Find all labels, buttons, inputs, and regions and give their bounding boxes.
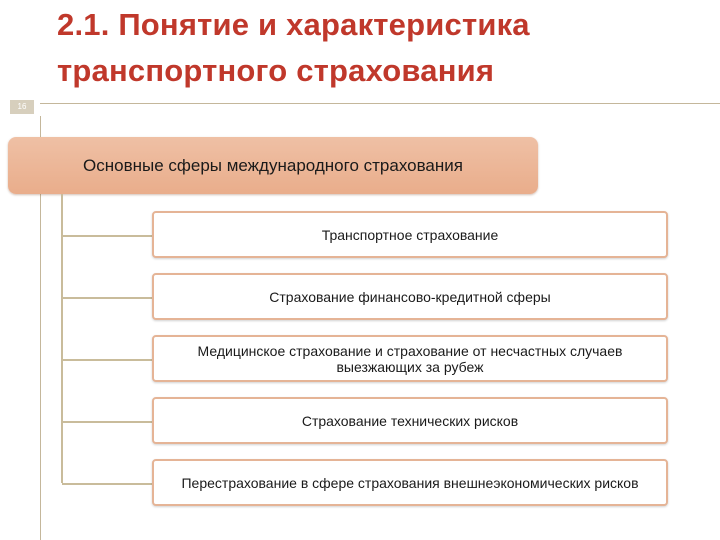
diagram-connector [62,235,153,237]
diagram-connector [62,297,153,299]
diagram-child-label: Страхование финансово-кредитной сферы [269,288,551,305]
diagram-root-label: Основные сферы международного страхования [83,155,463,175]
diagram-connector [62,359,153,361]
diagram-child-box [152,211,668,258]
diagram-trunk-line [61,194,63,483]
diagram-child-box [152,273,668,320]
slide-title [57,2,697,94]
diagram-child-label: Перестрахование в сфере страхования внешнеэкономических рисков [181,474,639,491]
diagram-child-box [152,459,668,506]
diagram-child-label: Транспортное страхование [321,226,499,243]
diagram-child-box [152,335,668,382]
diagram-child-box [152,397,668,444]
title-divider [40,103,720,104]
diagram-child-label: Страхование технических рисков [301,412,519,429]
diagram-connector [62,421,153,423]
diagram-root-box [8,137,538,194]
diagram-child-label: Медицинское страхование и страхование от несчастных случаев выезжающих за рубеж [197,342,623,375]
slide-title-line-1: 2.1. Понятие и характеристика [57,7,530,42]
slide-title-line-2: транспортного страхования [57,53,495,88]
diagram-connector [62,483,153,485]
slide-number: 16 [10,100,34,114]
